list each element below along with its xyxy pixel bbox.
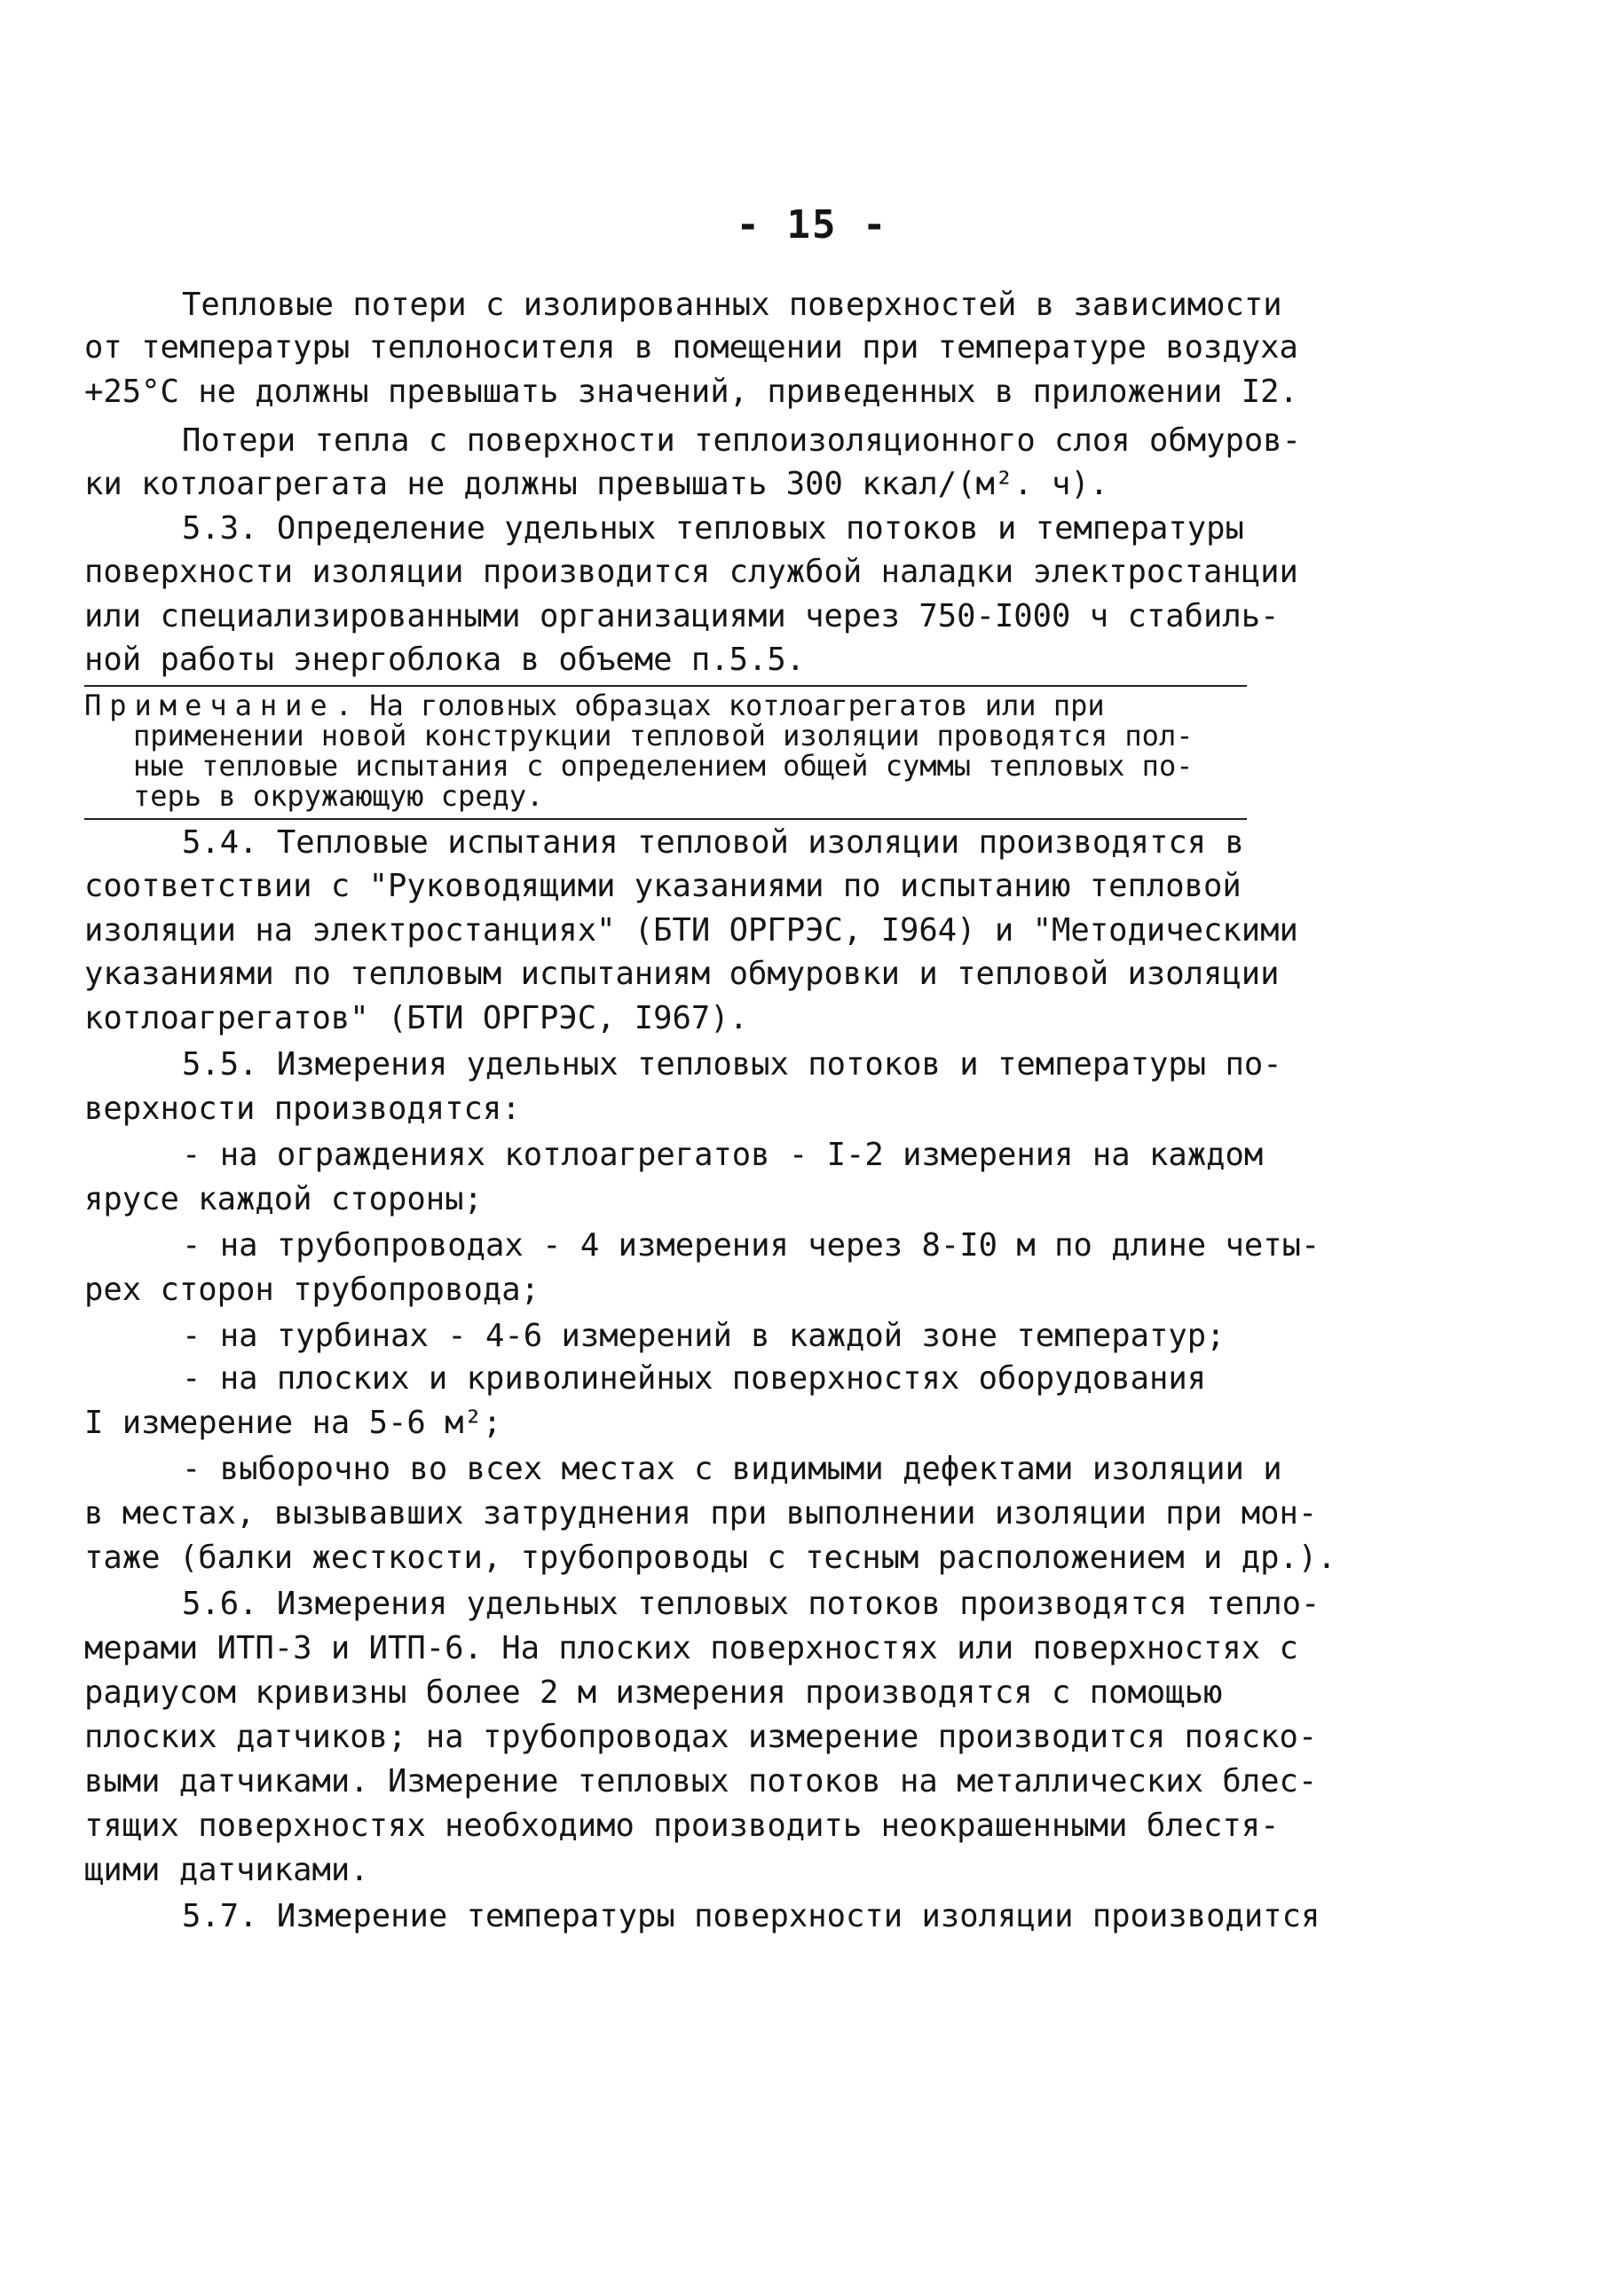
- note-bottom-rule: [84, 818, 1247, 820]
- section-5-3-line-1: 5.3. Определение удельных тепловых потоков и температуры: [182, 510, 1244, 547]
- section-5-4-line-1: 5.4. Тепловые испытания тепловой изоляции производятся в: [182, 824, 1244, 861]
- losses-line-2: ки котлоагрегата не должны превышать 300 ккал/(м². ч).: [84, 466, 1109, 502]
- note-top-rule: [84, 685, 1247, 687]
- section-5-3-line-4: ной работы энергоблока в объеме п.5.5.: [84, 642, 806, 678]
- note-line-3: ные тепловые испытания с определением общей суммы тепловых по-: [133, 749, 1194, 783]
- intro-line-2: от температуры теплоносителя в помещении при температуре воздуха: [84, 329, 1298, 366]
- section-5-5-line-5: - на трубопроводах - 4 измерения через 8-I0 м по длине четы-: [182, 1227, 1320, 1264]
- section-5-6-line-5: выми датчиками. Измерение тепловых потоков на металлических блес-: [84, 1763, 1318, 1800]
- section-5-6-line-3: радиусом кривизны более 2 м измерения производятся с помощью: [84, 1674, 1223, 1711]
- section-5-6-line-7: щими датчиками.: [84, 1852, 369, 1888]
- section-5-5-line-1: 5.5. Измерения удельных тепловых потоков и температуры по-: [182, 1046, 1282, 1083]
- section-5-7-line-1: 5.7. Измерение температуры поверхности изоляции производится: [182, 1898, 1320, 1934]
- note-line-2: применении новой конструкции тепловой изоляции проводятся пол-: [133, 719, 1194, 752]
- section-5-5-line-12: таже (балки жесткости, трубопроводы с тесным расположением и др.).: [84, 1540, 1336, 1576]
- section-5-6-line-2: мерами ИТП-3 и ИТП-6. На плоских поверхностях или поверхностях с: [84, 1630, 1298, 1666]
- section-5-5-line-3: - на ограждениях котлоагрегатов - I-2 измерения на каждом: [182, 1137, 1264, 1173]
- section-5-4-line-5: котлоагрегатов" (БТИ ОРГРЭС, I967).: [84, 1000, 749, 1036]
- section-5-5-line-11: в местах, вызывавших затруднения при выполнении изоляции при мон-: [84, 1495, 1318, 1532]
- section-5-5-line-10: - выборочно во всех местах с видимыми дефектами изоляции и: [182, 1451, 1282, 1487]
- losses-line-1: Потери тепла с поверхности теплоизоляционного слоя обмуров-: [182, 422, 1301, 459]
- intro-line-1: Тепловые потери с изолированных поверхностей в зависимости: [182, 287, 1282, 323]
- section-5-6-line-6: тящих поверхностях необходимо производить неокрашенными блестя-: [84, 1808, 1280, 1844]
- intro-line-3: +25°С не должны превышать значений, приведенных в приложении I2.: [84, 374, 1298, 410]
- section-5-5-line-4: ярусе каждой стороны;: [84, 1181, 483, 1217]
- section-5-4-line-3: изоляции на электростанциях" (БТИ ОРГРЭС, I964) и "Методическими: [84, 912, 1298, 949]
- section-5-3-line-3: или специализированными организациями через 750-I000 ч стабиль-: [84, 598, 1280, 634]
- note-line-4: терь в окружающую среду.: [133, 779, 544, 813]
- page-number: - 15 -: [736, 202, 888, 248]
- section-5-5-line-8: - на плоских и криволинейных поверхностях оборудования: [182, 1360, 1207, 1397]
- section-5-3-line-2: поверхности изоляции производится службой наладки электростанции: [84, 554, 1298, 590]
- section-5-4-line-2: соответствии с "Руководящими указаниями по испытанию тепловой: [84, 868, 1242, 904]
- section-5-6-line-4: плоских датчиков; на трубопроводах измерение производится пояско-: [84, 1719, 1318, 1755]
- section-5-6-line-1: 5.6. Измерения удельных тепловых потоков производятся тепло-: [182, 1586, 1320, 1622]
- section-5-5-line-2: верхности производятся:: [84, 1091, 521, 1127]
- section-5-5-line-7: - на турбинах - 4-6 измерений в каждой зоне температур;: [182, 1318, 1226, 1354]
- section-5-5-line-6: рех сторон трубопровода;: [84, 1272, 540, 1308]
- note-label: Примечание: [84, 689, 335, 722]
- section-5-4-line-4: указаниями по тепловым испытаниям обмуровки и тепловой изоляции: [84, 956, 1280, 992]
- note-line-1: Примечание. На головных образцах котлоагрегатов или при: [84, 689, 1105, 722]
- section-5-5-line-9: I измерение на 5-6 м²;: [84, 1405, 502, 1441]
